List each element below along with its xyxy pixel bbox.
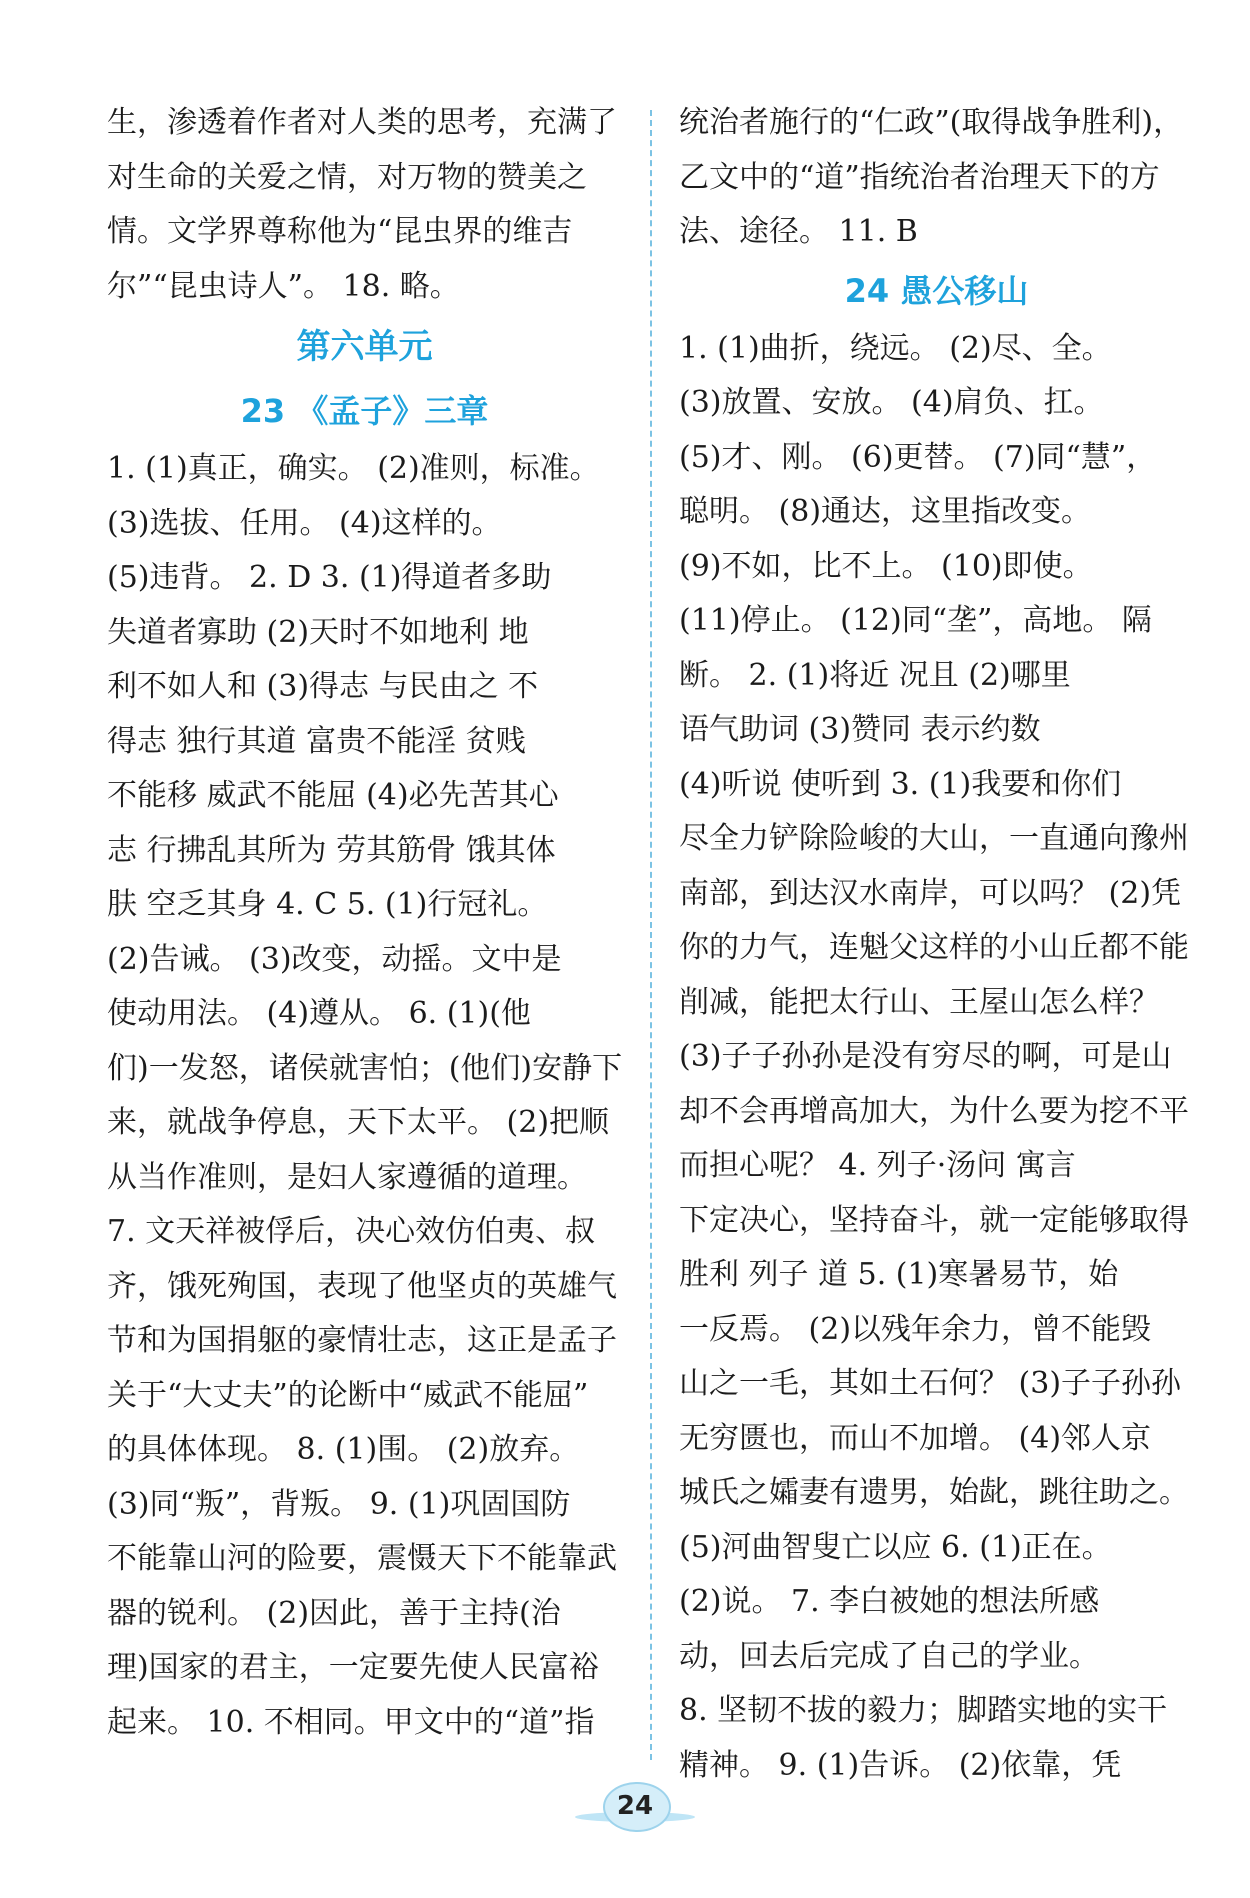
left-column xyxy=(107,96,622,1750)
text-line: 志 行拂乱其所为 劳其筋骨 饿其体 xyxy=(107,832,556,868)
text-line: 使动用法。 (4)遵从。 6. (1)(他 xyxy=(107,996,531,1031)
text-line: 削减，能把太行山、王屋山怎么样？ xyxy=(679,984,1159,1020)
text-line: 节和为国捐躯的豪情壮志，这正是孟子 xyxy=(107,1323,617,1358)
left-intro-text xyxy=(107,96,622,314)
text-line: 城氏之孀妻有遗男，始龀，跳往助之。 xyxy=(679,1475,1189,1510)
text-line: 聪明。 (8)通达，这里指改变。 xyxy=(679,494,1092,529)
text-line: 不能移 威武不能屈 (4)必先苦其心 xyxy=(107,778,559,813)
page-number-text: 24 xyxy=(616,1791,654,1821)
text-line: 你的力气，连魁父这样的小山丘都不能 xyxy=(679,930,1189,965)
text-line: 失道者寡助 (2)天时不如地利 地 xyxy=(107,614,529,650)
right-intro-text xyxy=(679,96,1194,260)
text-line: 肤 空乏其身 4. C 5. (1)行冠礼。 xyxy=(107,887,548,922)
text-line: 来，就战争停息，天下太平。 (2)把顺 xyxy=(107,1105,610,1140)
text-line: 起来。 10. 不相同。甲文中的“道”指 xyxy=(107,1704,595,1740)
column-divider xyxy=(650,110,652,1760)
text-line: 无穷匮也，而山不加增。 (4)邻人京 xyxy=(679,1420,1152,1456)
text-line: (2)说。 7. 李白被她的想法所感 xyxy=(679,1584,1100,1619)
text-line: 山之一毛，其如土石何？ (3)子子孙孙 xyxy=(679,1366,1182,1401)
text-line: 胜利 列子 道 5. (1)寒暑易节，始 xyxy=(679,1257,1119,1292)
text-line: 精神。 9. (1)告诉。 (2)依靠，凭 xyxy=(679,1747,1122,1783)
text-line: 下定决心，坚持奋斗，就一定能够取得 xyxy=(679,1202,1189,1238)
text-line: 8. 坚韧不拔的毅力；脚踏实地的实干 xyxy=(679,1693,1168,1728)
text-line: 对生命的关爱之情，对万物的赞美之 xyxy=(107,159,587,195)
text-line: 利不如人和 (3)得志 与民由之 不 xyxy=(107,669,539,704)
text-line: (3)子子孙孙是没有穷尽的啊，可是山 xyxy=(679,1039,1172,1074)
text-line: 乙文中的“道”指统治者治理天下的方 xyxy=(679,159,1160,195)
lesson-heading-24: 24 愚公移山 xyxy=(844,271,1029,310)
text-line: 从当作准则，是妇人家遵循的道理。 xyxy=(107,1159,587,1195)
right-column xyxy=(679,96,1194,1793)
text-line: 1. (1)真正，确实。 (2)准则，标准。 xyxy=(107,451,600,486)
text-line: 情。文学界尊称他为“昆虫界的维吉 xyxy=(107,214,573,249)
text-line: (11)停止。 (12)同“垄”，高地。 隔 xyxy=(679,603,1152,638)
text-line: 器的锐利。 (2)因此，善于主持(治 xyxy=(107,1595,561,1631)
text-line: 不能靠山河的险要，震慑天下不能靠武 xyxy=(107,1541,617,1576)
text-line: 齐，饿死殉国，表现了他坚贞的英雄气 xyxy=(107,1268,617,1304)
text-line: (9)不如，比不上。 (10)即使。 xyxy=(679,548,1093,584)
text-line: 们)一发怒，诸侯就害怕；(他们)安静下 xyxy=(107,1050,622,1086)
text-line: (2)告诫。 (3)改变，动摇。文中是 xyxy=(107,941,562,977)
unit-heading: 第六单元 xyxy=(296,327,433,367)
text-line: 1. (1)曲折，绕远。 (2)尽、全。 xyxy=(679,330,1112,366)
text-line: 7. 文天祥被俘后，决心效仿伯夷、叔 xyxy=(107,1214,596,1249)
text-line: 关于“大丈夫”的论断中“威武不能屈” xyxy=(107,1377,589,1413)
text-line: (3)选拔、任用。 (4)这样的。 xyxy=(107,505,502,541)
text-line: 语气助词 (3)赞同 表示约数 xyxy=(679,712,1041,747)
text-line: 动，回去后完成了自己的学业。 xyxy=(679,1638,1099,1674)
text-line: 生，渗透着作者对人类的思考，充满了 xyxy=(107,105,617,140)
text-line: (3)同“叛”，背叛。 9. (1)巩固国防 xyxy=(107,1486,571,1522)
lesson-24-answers xyxy=(679,322,1194,1794)
text-line: 却不会再增高加大，为什么要为挖不平 xyxy=(679,1093,1189,1129)
text-line: (5)才、刚。 (6)更替。 (7)同“慧”， xyxy=(679,439,1157,475)
text-line: 一反焉。 (2)以残年余力，曾不能毁 xyxy=(679,1311,1152,1347)
text-line: 的具体体现。 8. (1)围。 (2)放弃。 xyxy=(107,1432,580,1467)
text-line: (5)河曲智叟亡以应 6. (1)正在。 xyxy=(679,1529,1112,1565)
text-line: 得志 独行其道 富贵不能淫 贫贱 xyxy=(107,723,526,759)
text-line: (3)放置、安放。 (4)肩负、扛。 xyxy=(679,385,1104,420)
text-line: 统治者施行的“仁政”(取得战争胜利)， xyxy=(679,105,1184,140)
text-line: 尔”“昆虫诗人”。 18. 略。 xyxy=(107,268,460,304)
text-line: 法、途径。 11. B xyxy=(679,214,918,249)
text-line: (5)违背。 2. D 3. (1)得道者多助 xyxy=(107,560,552,595)
text-line: 断。 2. (1)将近 况且 (2)哪里 xyxy=(679,657,1071,693)
lesson-23-answers xyxy=(107,442,622,1750)
text-line: 南部，到达汉水南岸，可以吗？ (2)凭 xyxy=(679,875,1182,911)
page-number xyxy=(575,1782,695,1830)
text-line: (4)听说 使听到 3. (1)我要和你们 xyxy=(679,766,1122,802)
text-line: 理)国家的君主，一定要先使人民富裕 xyxy=(107,1650,599,1685)
text-line: 尽全力铲除险峻的大山，一直通向豫州 xyxy=(679,821,1189,856)
text-line: 而担心呢？ 4. 列子·汤问 寓言 xyxy=(679,1148,1076,1183)
lesson-heading-23: 23 《孟子》三章 xyxy=(240,392,489,430)
